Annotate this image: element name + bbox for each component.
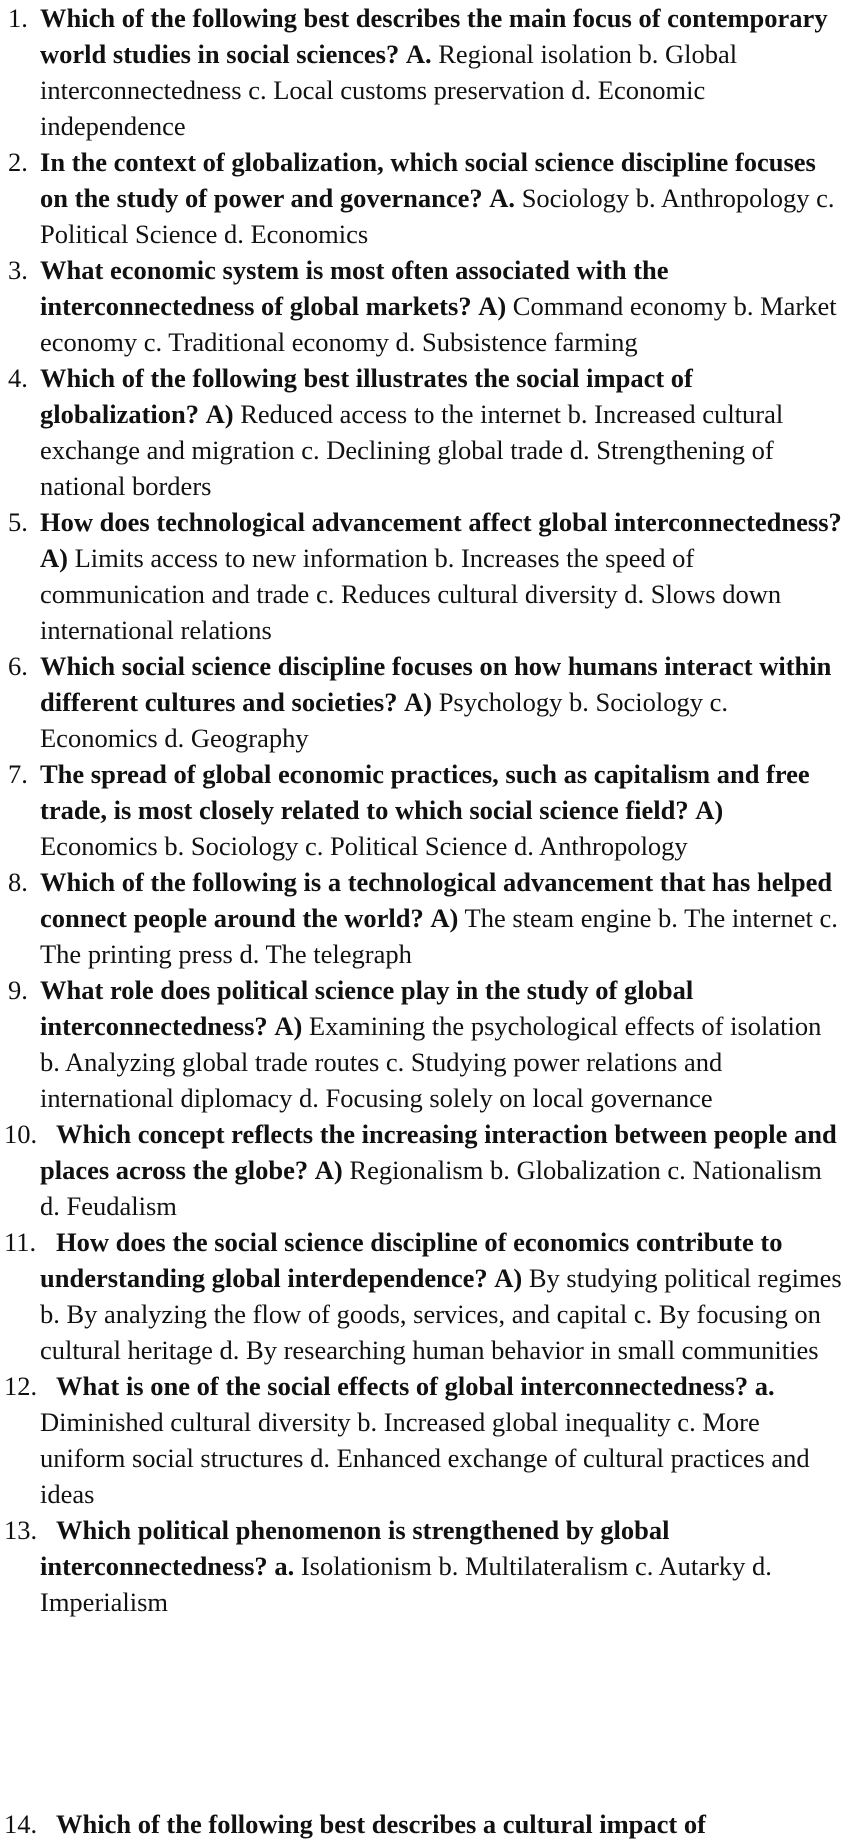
question-options: Economics b. Sociology c. Political Science d. Anthropology [40, 831, 688, 861]
option-lead: A) [494, 1263, 523, 1293]
question-14-partial [0, 1806, 854, 1842]
question-number: 9. [8, 975, 28, 1005]
question-number: 6. [8, 651, 28, 681]
question-number: 2. [8, 147, 28, 177]
question-stem: The spread of global economic practices, such as capitalism and free trade, is most closely related to which social science field? [40, 759, 810, 825]
question-options: Diminished cultural diversity b. Increased global inequality c. More uniform social structures d. Enhanced exchange of cultural practices and ideas [40, 1407, 810, 1509]
question-options: Reduced access to the internet b. Increased cultural exchange and migration c. Declining global trade d. Strengthening of national borders [40, 399, 784, 501]
question-number: 13. [4, 1515, 38, 1545]
question-10 [0, 1116, 854, 1224]
question-stem: Which concept reflects the increasing interaction between people and places across the globe? [40, 1119, 837, 1185]
question-stem: In the context of globalization, which social science discipline focuses on the study of power and governance? [40, 147, 816, 213]
question-options: Regionalism b. Globalization c. Nationalism d. Feudalism [40, 1155, 822, 1221]
question-stem: How does the social science discipline of economics contribute to understanding global interdependence? [40, 1227, 783, 1293]
question-6 [0, 648, 854, 756]
question-12 [0, 1368, 854, 1512]
question-stem: Which of the following best illustrates the social impact of globalization? [40, 363, 693, 429]
question-stem: Which political phenomenon is strengthened by global interconnectedness? [40, 1515, 670, 1581]
question-number: 4. [8, 363, 28, 393]
option-lead: A) [430, 903, 459, 933]
question-options: Limits access to new information b. Increases the speed of communication and trade c. Reduces cultural diversity d. Slows down international relations [40, 543, 782, 645]
question-3 [0, 252, 854, 360]
question-options: Isolationism b. Multilateralism c. Autarky d. Imperialism [40, 1551, 772, 1617]
option-lead: A) [404, 687, 433, 717]
question-1 [0, 0, 854, 144]
question-stem: What role does political science play in the study of global interconnectedness? [40, 975, 694, 1041]
option-lead: A) [695, 795, 724, 825]
question-stem: Which social science discipline focuses on how humans interact within different cultures and societies? [40, 651, 832, 717]
option-lead: A) [478, 291, 507, 321]
question-number: 3. [8, 255, 28, 285]
option-lead: A) [205, 399, 234, 429]
question-stem: Which of the following best describes the main focus of contemporary world studies in social sciences? [40, 3, 828, 69]
option-lead: A. [405, 39, 432, 69]
question-options: Psychology b. Sociology c. Economics d. Geography [40, 687, 728, 753]
question-stem: What economic system is most often associated with the interconnectedness of global markets? [40, 255, 669, 321]
question-number: 7. [8, 759, 28, 789]
question-9 [0, 972, 854, 1116]
question-number: 5. [8, 507, 28, 537]
question-8 [0, 864, 854, 972]
question-options: The steam engine b. The internet c. The printing press d. The telegraph [40, 903, 838, 969]
option-lead: A) [40, 543, 68, 573]
question-options: Regional isolation b. Global interconnectedness c. Local customs preservation d. Economic independence [40, 39, 738, 141]
question-options: Sociology b. Anthropology c. Political Science d. Economics [40, 183, 835, 249]
question-number: 12. [4, 1371, 38, 1401]
option-lead: a. [754, 1371, 775, 1401]
question-stem: Which of the following best describes a cultural impact of [56, 1809, 706, 1839]
question-number: 1. [8, 3, 28, 33]
question-13 [0, 1512, 854, 1620]
question-number: 14. [4, 1809, 38, 1839]
question-number: 8. [8, 867, 28, 897]
question-number: 10. [4, 1119, 38, 1149]
question-options: Command economy b. Market economy c. Traditional economy d. Subsistence farming [40, 291, 837, 357]
question-stem: Which of the following is a technological advancement that has helped connect people around the world? [40, 867, 833, 933]
question-11 [0, 1224, 854, 1368]
question-stem: How does technological advancement affect global interconnectedness? [40, 507, 842, 537]
question-7 [0, 756, 854, 864]
question-4 [0, 360, 854, 504]
question-5 [0, 504, 854, 648]
question-stem: What is one of the social effects of global interconnectedness? [56, 1371, 749, 1401]
question-number: 11. [4, 1227, 37, 1257]
question-options: Examining the psychological effects of isolation b. Analyzing global trade routes c. Studying power relations and international diplomacy d. Focusing solely on local governance [40, 1011, 822, 1113]
question-2 [0, 144, 854, 252]
option-lead: A) [314, 1155, 343, 1185]
option-lead: a. [274, 1551, 295, 1581]
option-lead: A. [489, 183, 516, 213]
cutoff-question-strip [0, 1800, 854, 1839]
option-lead: A) [274, 1011, 303, 1041]
question-options: By studying political regimes b. By analyzing the flow of goods, services, and capital c. By focusing on cultural heritage d. By researching human behavior in small communities [40, 1263, 842, 1365]
